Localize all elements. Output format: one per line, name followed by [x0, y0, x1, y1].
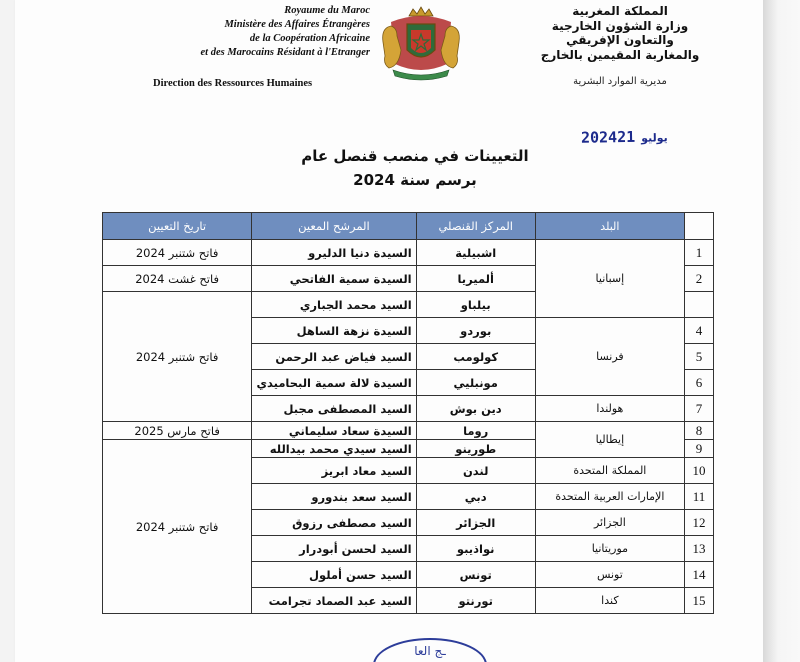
- country-cell: إسبانيا: [535, 240, 684, 318]
- date-cell: فاتح شتنبر 2024: [103, 240, 252, 266]
- date-stamp-day: 21: [616, 127, 636, 147]
- appointments-table: [102, 212, 714, 614]
- title-line-1: التعيينات في منصب قنصل عام: [301, 147, 529, 165]
- candidate-cell: السيد مصطفى رزوق: [252, 510, 416, 536]
- header-center: المركز القنصلي: [416, 213, 535, 240]
- row-number: 10: [684, 458, 713, 484]
- country-cell: موريتانيا: [535, 536, 684, 562]
- date-stamp-year: 2024: [580, 128, 618, 147]
- row-number: 6: [684, 370, 713, 396]
- fr-line-ministry: Ministère des Affaires Étrangères: [224, 19, 370, 30]
- row-number: 2: [684, 266, 713, 292]
- center-cell: نواذيبو: [416, 536, 535, 562]
- moroccan-coat-of-arms-icon: [375, 6, 467, 82]
- candidate-cell: السيد حسن أملول: [252, 562, 416, 588]
- fr-line-cooperation: de la Coopération Africaine: [249, 33, 370, 44]
- candidate-cell: السيدة سعاد سليماني: [252, 422, 416, 440]
- candidate-cell: السيدة دنيا الدليرو: [252, 240, 416, 266]
- header-candidate: المرشح المعين: [252, 213, 416, 240]
- row-number: 9: [684, 440, 713, 458]
- date-cell: فاتح شتنبر 2024: [103, 440, 252, 614]
- row-number: [684, 292, 713, 318]
- center-cell: روما: [416, 422, 535, 440]
- candidate-cell: السيد سعد بندورو: [252, 484, 416, 510]
- candidate-cell: السيدة سمية الفاتحي: [252, 266, 416, 292]
- center-cell: كولومب: [416, 344, 535, 370]
- center-cell: دين بوش: [416, 396, 535, 422]
- row-number: 5: [684, 344, 713, 370]
- center-cell: الجزائر: [416, 510, 535, 536]
- header-number: [684, 213, 713, 240]
- ar-line-residents: والمغاربة المقيمين بالخارج: [540, 47, 700, 62]
- french-letterhead: [125, 4, 370, 60]
- arabic-letterhead: [510, 4, 730, 62]
- row-number: 4: [684, 318, 713, 344]
- candidate-cell: السيد محمد الجباري: [252, 292, 416, 318]
- center-cell: طورينو: [416, 440, 535, 458]
- candidate-cell: السيدة نزهة الساهل: [252, 318, 416, 344]
- page-edge-shadow: [763, 0, 800, 662]
- ar-line-ministry: وزارة الشؤون الخارجية: [551, 18, 689, 33]
- row-number: 8: [684, 422, 713, 440]
- candidate-cell: السيد سيدي محمد بيدالله: [252, 440, 416, 458]
- country-cell: إيطاليا: [535, 422, 684, 458]
- ar-line-cooperation: والتعاون الإفريقي: [566, 33, 674, 47]
- country-cell: الإمارات العربية المتحدة: [535, 484, 684, 510]
- date-cell: فاتح مارس 2025: [103, 422, 252, 440]
- header-date: تاريخ التعيين: [103, 213, 252, 240]
- header-country: البلد: [535, 213, 684, 240]
- country-cell: هولندا: [535, 396, 684, 422]
- candidate-cell: السيد لحسن أبودرار: [252, 536, 416, 562]
- center-cell: بوردو: [416, 318, 535, 344]
- center-cell: ألميريا: [416, 266, 535, 292]
- row-number: 11: [684, 484, 713, 510]
- center-cell: بيلباو: [416, 292, 535, 318]
- table-row: [103, 422, 714, 440]
- country-cell: تونس: [535, 562, 684, 588]
- center-cell: تورنتو: [416, 588, 535, 614]
- fr-line-residents: et des Marocains Résidant à l'Etranger: [200, 47, 370, 58]
- center-cell: مونبليي: [416, 370, 535, 396]
- fr-line-kingdom: Royaume du Maroc: [284, 5, 370, 16]
- candidate-cell: السيد معاد ابريز: [252, 458, 416, 484]
- document-title: [215, 144, 615, 192]
- row-number: 1: [684, 240, 713, 266]
- date-stamp-month: يوليو: [641, 131, 668, 145]
- row-number: 14: [684, 562, 713, 588]
- center-cell: اشبيلية: [416, 240, 535, 266]
- country-cell: كندا: [535, 588, 684, 614]
- table-row: [103, 240, 714, 266]
- fr-direction: Direction des Ressources Humaines: [153, 78, 313, 89]
- ar-direction: مديرية الموارد البشرية: [573, 76, 667, 87]
- center-cell: تونس: [416, 562, 535, 588]
- row-number: 12: [684, 510, 713, 536]
- row-number: 13: [684, 536, 713, 562]
- country-cell: الجزائر: [535, 510, 684, 536]
- row-number: 15: [684, 588, 713, 614]
- candidate-cell: السيد المصطفى مجبل: [252, 396, 416, 422]
- center-cell: لندن: [416, 458, 535, 484]
- center-cell: دبي: [416, 484, 535, 510]
- date-cell: فاتح شتنبر 2024: [103, 292, 252, 422]
- country-cell: المملكة المتحدة: [535, 458, 684, 484]
- document-page: [15, 0, 763, 662]
- candidate-cell: السيدة لالة سمية البحاميدي: [252, 370, 416, 396]
- row-number: 7: [684, 396, 713, 422]
- candidate-cell: السيد فياض عبد الرحمن: [252, 344, 416, 370]
- title-line-2: برسم سنة 2024: [353, 171, 477, 189]
- official-stamp: ـج العا: [373, 638, 487, 662]
- ar-line-kingdom: المملكة المغربية: [572, 4, 668, 18]
- candidate-cell: السيد عبد الصماد تجرامت: [252, 588, 416, 614]
- date-cell: فاتح غشت 2024: [103, 266, 252, 292]
- table-header-row: [103, 213, 714, 240]
- country-cell: فرنسا: [535, 318, 684, 396]
